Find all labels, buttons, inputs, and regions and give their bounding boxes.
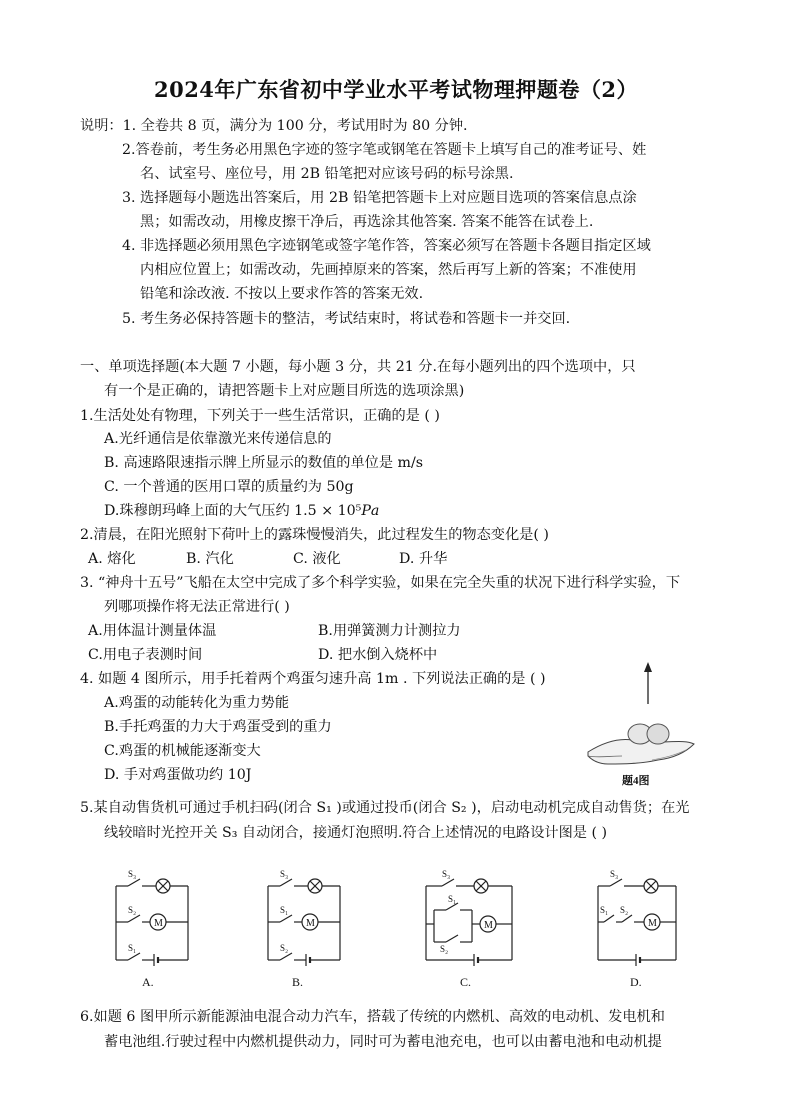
option-a: A. 熔化 <box>88 551 136 567</box>
instruction-line: 名、试室号、座位号，用 2B 铅笔把对应该号码的标号涂黑. <box>140 166 514 182</box>
motor-label: M <box>154 918 163 929</box>
option-b: B.用弹簧测力计测拉力 <box>318 623 461 639</box>
egg-right <box>647 724 669 744</box>
instruction-line: 内相应位置上；如需改动，先画掉原来的答案，然后再写上新的答案；不准使用 <box>140 262 637 278</box>
option-a: A.光纤通信是依靠激光来传递信息的 <box>104 431 332 447</box>
option-b: B. 汽化 <box>186 551 234 567</box>
section-heading-line: 一、单项选择题(本大题 7 小题，每小题 3 分，共 21 分.在每小题列出的四个选项中，只 <box>80 359 636 375</box>
option-d: D.珠穆朗玛峰上面的大气压约 1.5 × 10⁵𝑃𝑎 <box>104 503 380 519</box>
question-stem: 1.生活处处有物理，下列关于一些生活常识，正确的是 ( ) <box>80 408 440 424</box>
instruction-line: 3. 选择题每小题选出答案后，用 2B 铅笔把答题卡上对应题目选项的答案信息点涂 <box>122 190 637 206</box>
switch-label: S₃ <box>128 869 137 879</box>
instruction-line: 2.答卷前，考生务必用黑色字迹的签字笔或钢笔在答题卡上填写自己的准考证号、姓 <box>122 142 647 158</box>
option-a: A.用体温计测量体温 <box>88 623 217 639</box>
question-stem: 线较暗时光控开关 S₃ 自动闭合，接通灯泡照明.符合上述情况的电路设计图是 ( ) <box>104 825 608 841</box>
instruction-line: 说明：1. 全卷共 8 页，满分为 100 分，考试用时为 80 分钟. <box>80 118 468 134</box>
motor-label: M <box>484 920 493 931</box>
switch-label: S₃ <box>280 869 289 879</box>
switch-label: S₁ <box>448 894 457 904</box>
motor-label: M <box>306 918 315 929</box>
circuit-option-label: C. <box>460 975 472 989</box>
option-c: C. 一个普通的医用口罩的质量约为 50g <box>104 479 354 495</box>
switch-label: S₁ <box>600 905 609 915</box>
instruction-line: 黑；如需改动，用橡皮擦干净后，再选涂其他答案. 答案不能答在试卷上. <box>140 214 594 230</box>
question-stem: 5.某自动售货机可通过手机扫码(闭合 S₁ )或通过投币(闭合 S₂ )，启动电动机完成自动售货；在光 <box>80 800 690 816</box>
instruction-line: 铅笔和涂改液. 不按以上要求作答的答案无效. <box>140 286 424 302</box>
circuit-option-label: D. <box>630 975 642 989</box>
section-heading-line: 有一个是正确的，请把答题卡上对应题目所选的选项涂黑) <box>104 383 465 399</box>
option-d: D. 升华 <box>399 551 448 567</box>
instruction-line: 4. 非选择题必须用黑色字迹钢笔或签字笔作答，答案必须写在答题卡各题目指定区域 <box>122 238 651 254</box>
question-stem: 蓄电池组.行驶过程中内燃机提供动力，同时可为蓄电池充电，也可以由蓄电池和电动机提 <box>104 1034 662 1050</box>
option-a: A.鸡蛋的动能转化为重力势能 <box>104 695 290 711</box>
figure-caption: 题4图 <box>622 775 650 787</box>
circuit-diagram-d <box>592 866 692 990</box>
motor-label: M <box>648 918 657 929</box>
question-stem: 6.如题 6 图甲所示新能源油电混合动力汽车，搭载了传统的内燃机、高效的电动机、发电机和 <box>80 1009 665 1025</box>
hand-egg-figure <box>582 660 712 790</box>
switch-label: S₃ <box>442 869 451 879</box>
option-c: C.用电子表测时间 <box>88 647 203 663</box>
page-title: 2024年广东省初中学业水平考试物理押题卷（2） <box>153 77 639 102</box>
circuit-diagram-a <box>110 866 210 990</box>
question-stem: 2.清晨，在阳光照射下荷叶上的露珠慢慢消失，此过程发生的物态变化是( ) <box>80 527 549 543</box>
switch-label: S₂ <box>280 943 289 953</box>
switch-label: S₃ <box>610 869 619 879</box>
switch-label: S₂ <box>620 905 629 915</box>
option-d: D. 手对鸡蛋做功约 10J <box>104 767 252 783</box>
question-stem: 3. “神舟十五号”飞船在太空中完成了多个科学实验，如果在完全失重的状况下进行科学实验，下 <box>80 575 681 591</box>
switch-label: S₁ <box>280 905 289 915</box>
option-b: B. 高速路限速指示牌上所显示的数值的单位是 m/s <box>104 455 424 471</box>
question-stem: 4. 如题 4 图所示，用手托着两个鸡蛋匀速升高 1m . 下列说法正确的是 ( ) <box>80 671 546 687</box>
option-b: B.手托鸡蛋的力大于鸡蛋受到的重力 <box>104 719 332 735</box>
switch-label: S₂ <box>440 944 449 954</box>
option-c: C.鸡蛋的机械能逐渐变大 <box>104 743 261 759</box>
option-c: C. 液化 <box>293 551 341 567</box>
option-d: D. 把水倒入烧杯中 <box>318 647 438 663</box>
circuit-option-label: B. <box>292 975 304 989</box>
switch-label: S₂ <box>128 905 137 915</box>
instruction-line: 5. 考生务必保持答题卡的整洁，考试结束时，将试卷和答题卡一并交回. <box>122 311 571 327</box>
circuit-diagram-c <box>420 866 530 990</box>
circuit-option-label: A. <box>142 975 154 989</box>
circuit-diagram-b <box>262 866 362 990</box>
up-arrow-head <box>644 662 652 672</box>
question-stem: 列哪项操作将无法正常进行( ) <box>104 599 290 615</box>
switch-label: S₁ <box>128 943 137 953</box>
